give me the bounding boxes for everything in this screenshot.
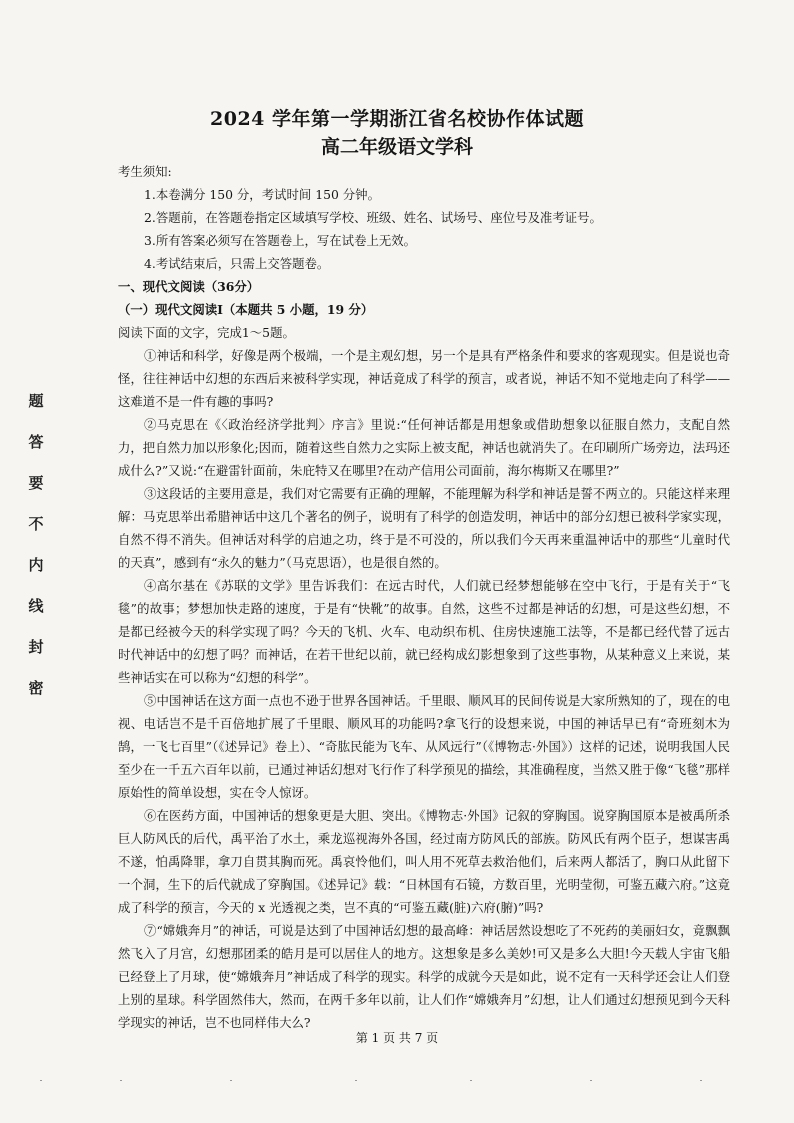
seal-char: 要 bbox=[28, 474, 44, 492]
seal-char: 封 bbox=[28, 638, 44, 656]
passage-paragraph: ①神话和科学，好像是两个极端，一个是主观幻想，另一个是具有严格条件和要求的客观现实。但是说也奇怪，往往神话中幻想的东西后来被科学实现，神话竟成了科学的预言，或者说，神话不知不觉地走向了科学——这难道不是一件有趣的事吗? bbox=[118, 348, 730, 409]
section-heading: 一、现代文阅读（36分） bbox=[118, 279, 260, 294]
exam-subtitle: 高二年级语文学科 bbox=[320, 136, 473, 158]
page-number: 第 1 页 共 7 页 bbox=[355, 1031, 439, 1045]
passage-paragraph: ⑦“嫦娥奔月”的神话，可说是达到了中国神话幻想的最高峰：神话居然设想吃了不死药的美丽妇女，竟飘飘然飞入了月宫，幻想那团柔的皓月是可以居住人的地方。这想象是多么美妙!可又是多么大胆!今天载人宇宙飞船已经登上了月球，使“嫦娥奔月”神话成了科学的现实。科学的成就今天是如此，说不定有一天科学还会让人们登上别的星球。科学固然伟大，然而，在两千多年以前，让人们作“嫦娥奔月”幻想，让人们通过幻想预见到今天科学现实的神话，岂不也同样伟大么? bbox=[118, 923, 730, 1030]
passage-paragraph: ②马克思在《〈政治经济学批判〉序言》里说:“任何神话都是用想象或借助想象以征服自然力，支配自然力，把自然力加以形象化;因而，随着这些自然力之实际上被支配，神话也就消失了。在印刷所广场旁边，法玛还成什么?”又说:“在避雷针面前，朱庇特又在哪里?在动产信用公司面前，海尔梅斯又在哪里?” bbox=[118, 417, 730, 478]
notice-item: 1.本卷满分 150 分，考试时间 150 分钟。 bbox=[144, 187, 380, 202]
exam-body bbox=[118, 160, 730, 1034]
subsection-heading: （一）现代文阅读Ⅰ（本题共 5 小题，19 分） bbox=[118, 302, 374, 317]
passage-paragraph: ③这段话的主要用意是，我们对它需要有正确的理解，不能理解为科学和神话是誓不两立的。只能这样来理解：马克思举出希腊神话中这几个著名的例子，说明有了科学的创造发明，神话中的部分幻想已被科学家实现，自然不得不消失。但神话对科学的启迪之功，终于是不可没的，所以我们今天再来重温神话中的那些“儿童时代的天真”，感到有“永久的魅力”（马克思语），也是很自然的。 bbox=[118, 486, 730, 570]
passage-paragraph: ⑥在医药方面，中国神话的想象更是大胆、突出。《博物志·外国》记叙的穿胸国。说穿胸国原本是被禹所杀巨人防风氏的后代，禹平治了水土，乘龙巡视海外各国，经过南方防风氏的部族。防风氏有两个臣子，想谋害禹不遂，怕禹降罪，拿刀自贯其胸而死。禹哀怜他们，叫人用不死草去救治他们，后来两人都活了，胸口从此留下一个洞，生下的后代就成了穿胸国。《述异记》载：“日林国有石镜，方数百里，光明莹彻，可鉴五藏六府。”这竟成了科学的预言，今天的 x 光透视之类，岂不真的“可鉴五藏(脏)六府(腑)”吗? bbox=[118, 808, 730, 915]
exam-title: 2024 学年第一学期浙江省名校协作体试题 bbox=[210, 108, 584, 130]
seal-char: 不 bbox=[28, 515, 44, 533]
notice-item: 4.考试结束后，只需上交答题卷。 bbox=[144, 256, 330, 271]
notice-heading: 考生须知: bbox=[118, 164, 172, 179]
passage-paragraph: ④高尔基在《苏联的文学》里告诉我们：在远古时代，人们就已经梦想能够在空中飞行，于是有关于“飞毯”的故事；梦想加快走路的速度，于是有“快靴”的故事。自然，这些不过都是神话的幻想，可是这些幻想，不是都已经被今天的科学实现了吗？今天的飞机、火车、电动织布机、住房快速施工法等，不是都已经代替了远古时代神话中的幻想了吗？而神话，在若干世纪以前，就已经构成幻影想象到了这些事物，从某种意义上来说，某些神话实在可以称为“幻想的科学”。 bbox=[118, 578, 730, 685]
seal-char: 线 bbox=[28, 597, 44, 615]
reading-instruction: 阅读下面的文字，完成1～5题。 bbox=[118, 325, 295, 340]
notice-item: 3.所有答案必须写在答题卷上，写在试卷上无效。 bbox=[144, 233, 417, 248]
notice-item: 2.答题前，在答题卷指定区域填写学校、班级、姓名、试场号、座位号及准考证号。 bbox=[144, 210, 602, 225]
seal-line-notice bbox=[24, 390, 48, 710]
seal-char: 内 bbox=[28, 556, 44, 574]
passage-paragraph: ⑤中国神话在这方面一点也不逊于世界各国神话。千里眼、顺风耳的民间传说是大家所熟知的了，现在的电视、电话岂不是千百倍地扩展了千里眼、顺风耳的功能吗?拿飞行的设想来说，中国的神话早已有“奇班刻木为鹄，一飞七百里”（《述异记》卷上）、“奇肱民能为飞车、从风远行”（《博物志·外国》）这样的记述，说明我国人民至少在一千五六百年以前，已通过神话幻想对飞行作了科学预见的描绘，其准确程度，当然又胜于像“飞毯”那样原始性的简单设想，实在令人惊讶。 bbox=[118, 693, 730, 800]
seal-char: 答 bbox=[28, 433, 44, 451]
scan-noise bbox=[0, 1080, 794, 1090]
seal-char: 密 bbox=[28, 679, 44, 697]
seal-char: 题 bbox=[28, 392, 44, 410]
